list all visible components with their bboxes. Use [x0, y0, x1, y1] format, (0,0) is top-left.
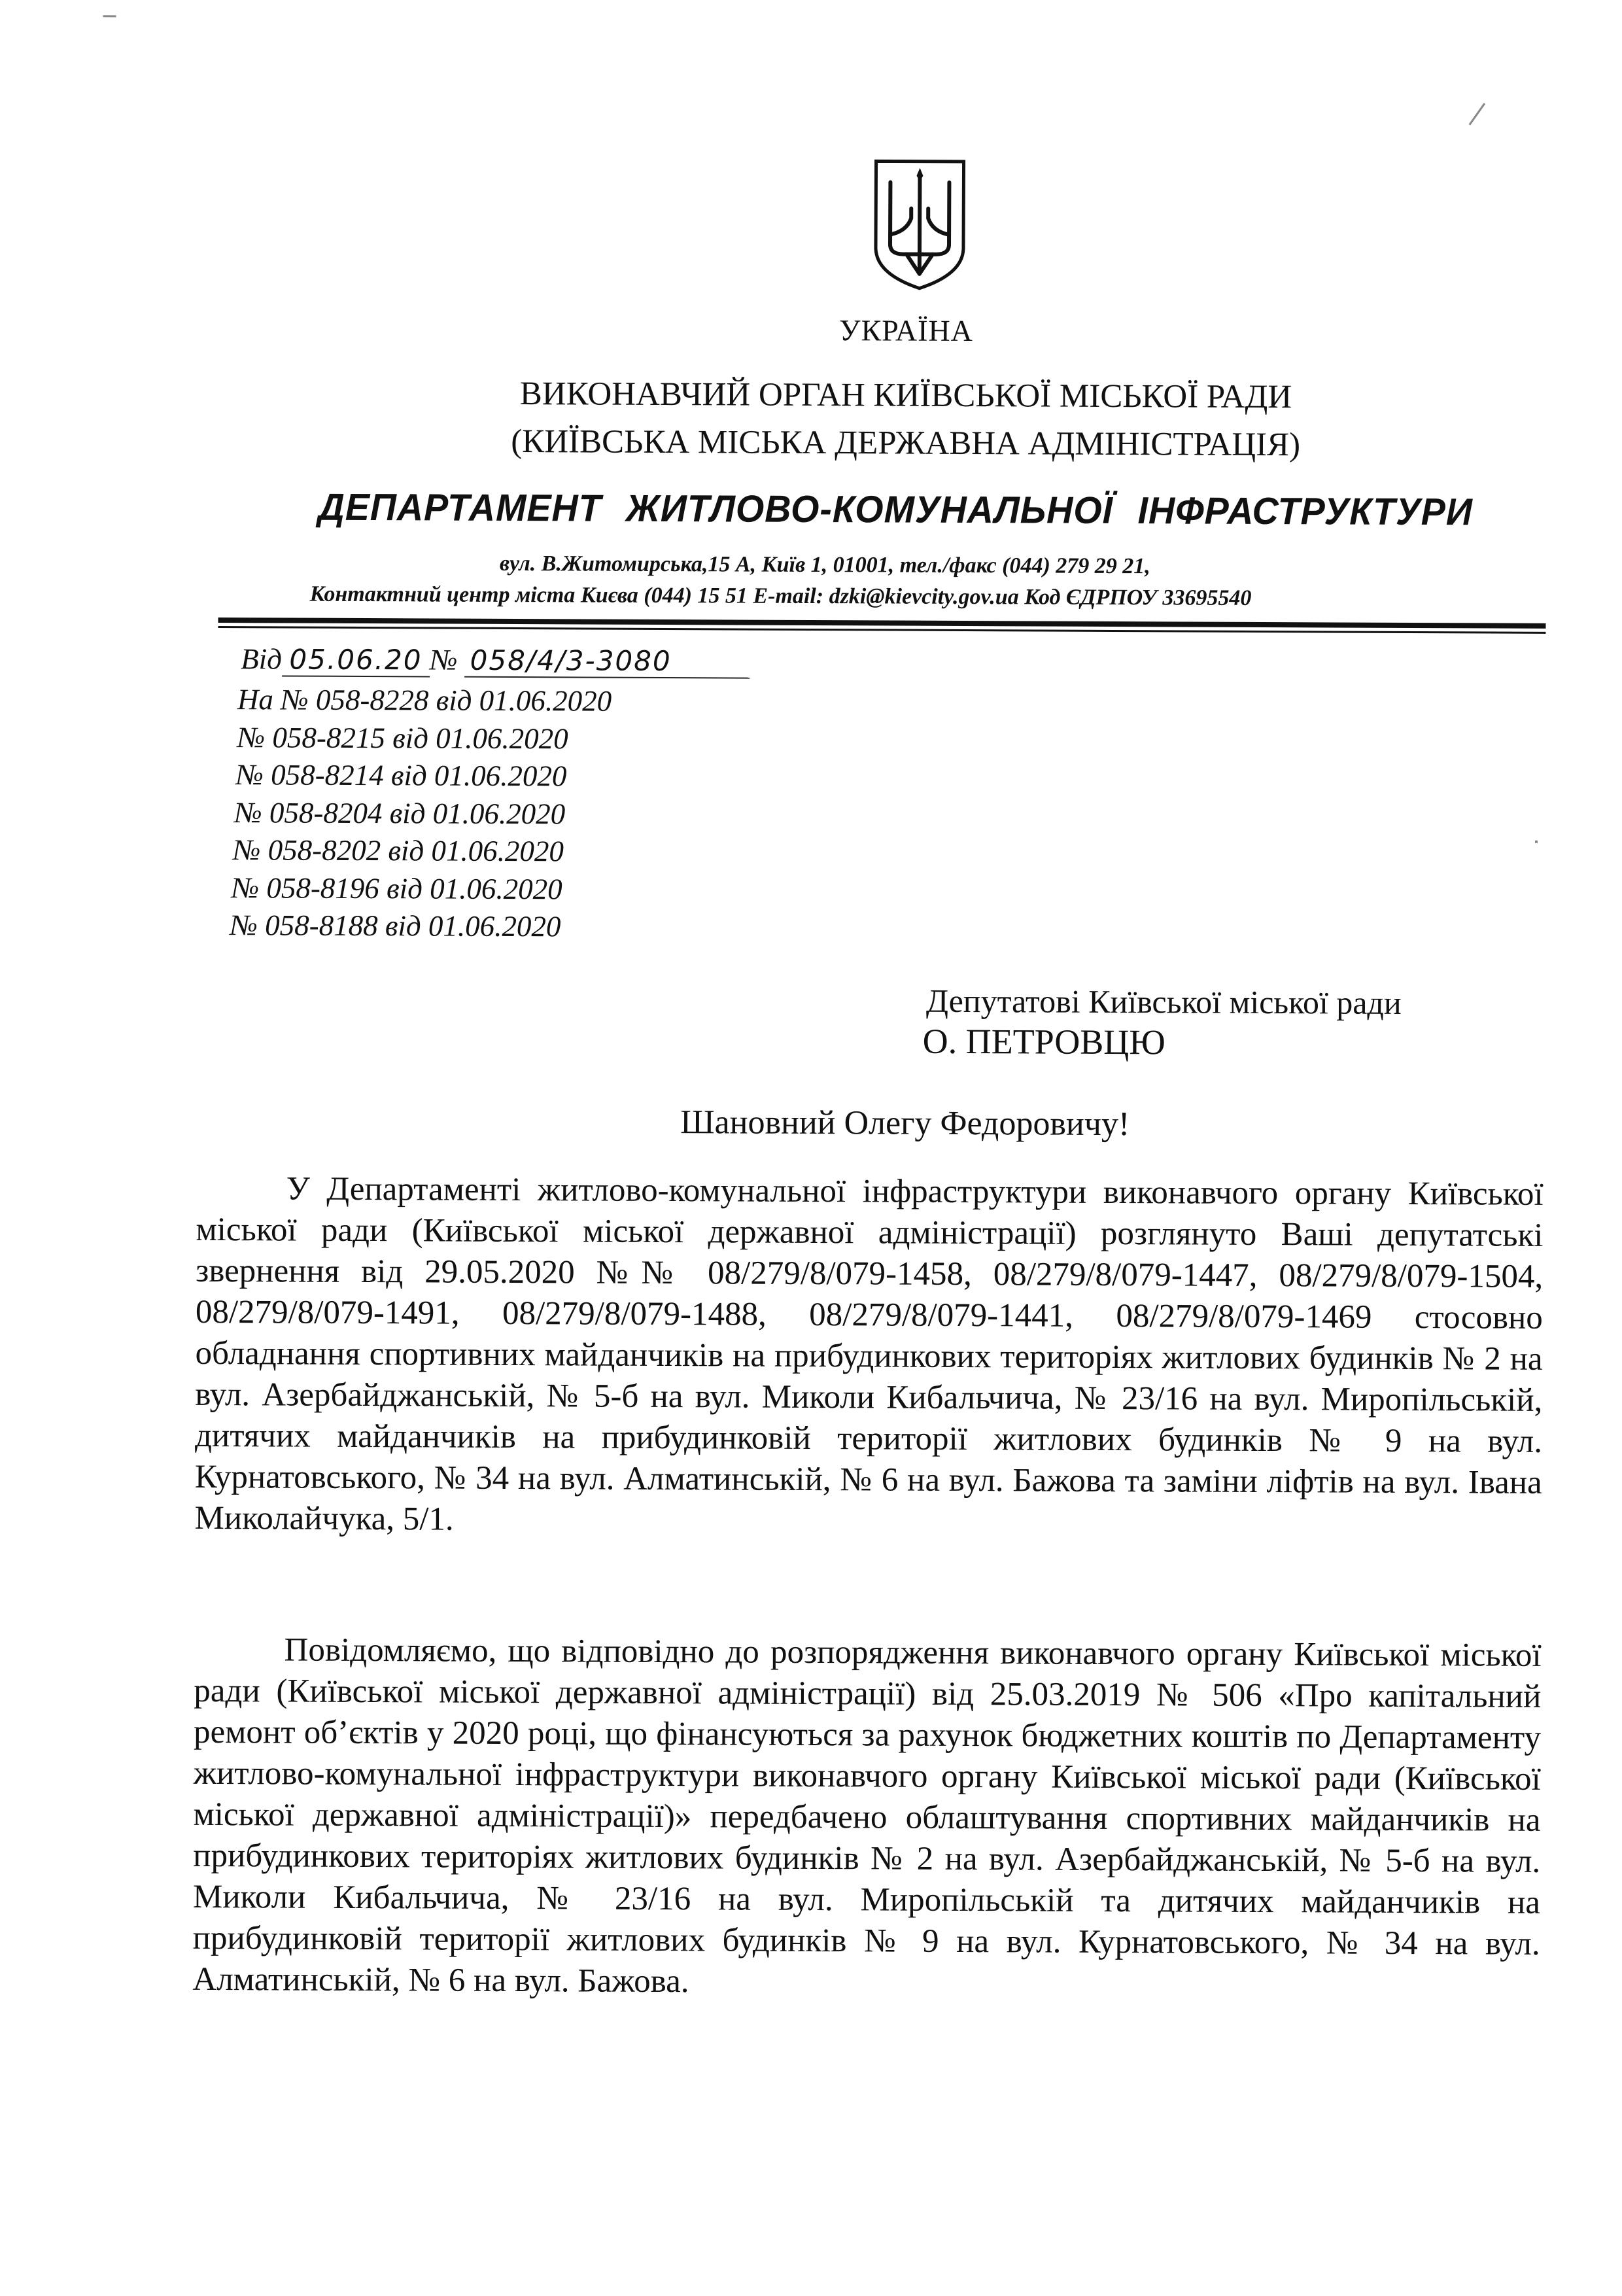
- reference-line: № 058-8214 від 01.06.2020: [235, 757, 566, 793]
- organization-line-2: (КИЇВСЬКА МІСЬКА ДЕРЖАВНА АДМІНІСТРАЦІЯ): [95, 421, 1622, 466]
- reference-line: № 058-8202 від 01.06.2020: [233, 833, 564, 868]
- scan-artifact: [1535, 841, 1538, 843]
- body-paragraph-2: [192, 1629, 1541, 2006]
- reference-line: № 058-8215 від 01.06.2020: [237, 720, 568, 756]
- trident-coat-of-arms-icon: [871, 156, 969, 294]
- salutation: Шановний Олегу Федоровичу!: [680, 1103, 1130, 1143]
- paragraph-text: У Департаменті житлово-комунальної інфраструктури виконавчого органу Київської міської ради (Київської міської державної адміністрації) розглянуто Ваші депутатські звернення від 29.05.2020 №№ 08/279/8/079-1458, 08/279/8/079-1447, 08/279/8/079-1504, 08/279/8/079-1491, 08/279/8/079-1488, 08/279/8/079-1441, 08/279/8/079-1469 стосовно обладнання спортивних майданчиків на прибудинкових територіях житлових будинків № 2 на вул. Азербайджанській, № 5-б на вул. Миколи Кибальчича, № 23/16 на вул. Миропільській, дитячих майданчиків на прибудинковій території житлових будинків № 9 на вул. Курнатовського, № 34 на вул. Алматинській, № 6 на вул. Бажова та заміни ліфтів на вул. Івана Миколайчука, 5/1.: [194, 1170, 1543, 1538]
- from-label: Від: [241, 642, 282, 675]
- reference-line: № 058-8204 від 01.06.2020: [234, 795, 565, 831]
- contact-center-line: Контактний центр міста Києва (044) 15 51 E-mail: dzki@kievcity.gov.ua Код ЄДРПОУ 33695540: [310, 582, 1252, 611]
- recipient-title: Депутатові Київської міської ради: [926, 982, 1402, 1022]
- handwritten-outgoing-number: 058/4/3-3080: [465, 644, 750, 679]
- contact-address: вул. В.Житомирська,15 А, Київ 1, 01001, тел./факс (044) 279 29 21,: [500, 551, 1150, 579]
- reference-line: На № 058-8228 від 01.06.2020: [237, 682, 612, 718]
- outgoing-number-line: [241, 642, 750, 678]
- department-heading: ДЕПАРТАМЕНТ ЖИТЛОВО-КОМУНАЛЬНОЇ ІНФРАСТРУКТУРИ: [117, 484, 1622, 534]
- body-paragraph-1: [194, 1168, 1543, 1545]
- paragraph-text: Повідомляємо, що відповідно до розпорядження виконавчого органу Київської міської ради (Київської міської державної адміністрації) від 25.03.2019 № 506 «Про капітальний ремонт об’єктів у 2020 році, що фінансуються за рахунок бюджетних коштів по Департаменту житлово-комунальної інфраструктури виконавчого органу Київської міської ради (Київської міської державної адміністрації)» передбачено облаштування спортивних майданчиків на прибудинкових територіях житлових будинків № 2 на вул. Азербайджанській, № 5-б на вул. Миколи Кибальчича, № 23/16 на вул. Миропільській та дитячих майданчиків на прибудинковій території житлових будинків № 9 на вул. Курнатовського, № 34 на вул. Алматинській, № 6 на вул. Бажова.: [192, 1631, 1541, 2000]
- recipient-name: О. ПЕТРОВЦЮ: [923, 1021, 1165, 1063]
- scan-artifact: [1469, 103, 1486, 125]
- organization-line-1: ВИКОНАВЧИЙ ОРГАН КИЇВСЬКОЇ МІСЬКОЇ РАДИ: [95, 373, 1622, 418]
- handwritten-date: 05.06.20: [282, 643, 430, 677]
- scan-artifact: [103, 15, 116, 17]
- reference-line: № 058-8196 від 01.06.2020: [232, 871, 562, 906]
- reference-line: № 058-8188 від 01.06.2020: [230, 908, 561, 943]
- country-heading: УКРАЇНА: [95, 309, 1622, 351]
- number-label: №: [430, 643, 458, 676]
